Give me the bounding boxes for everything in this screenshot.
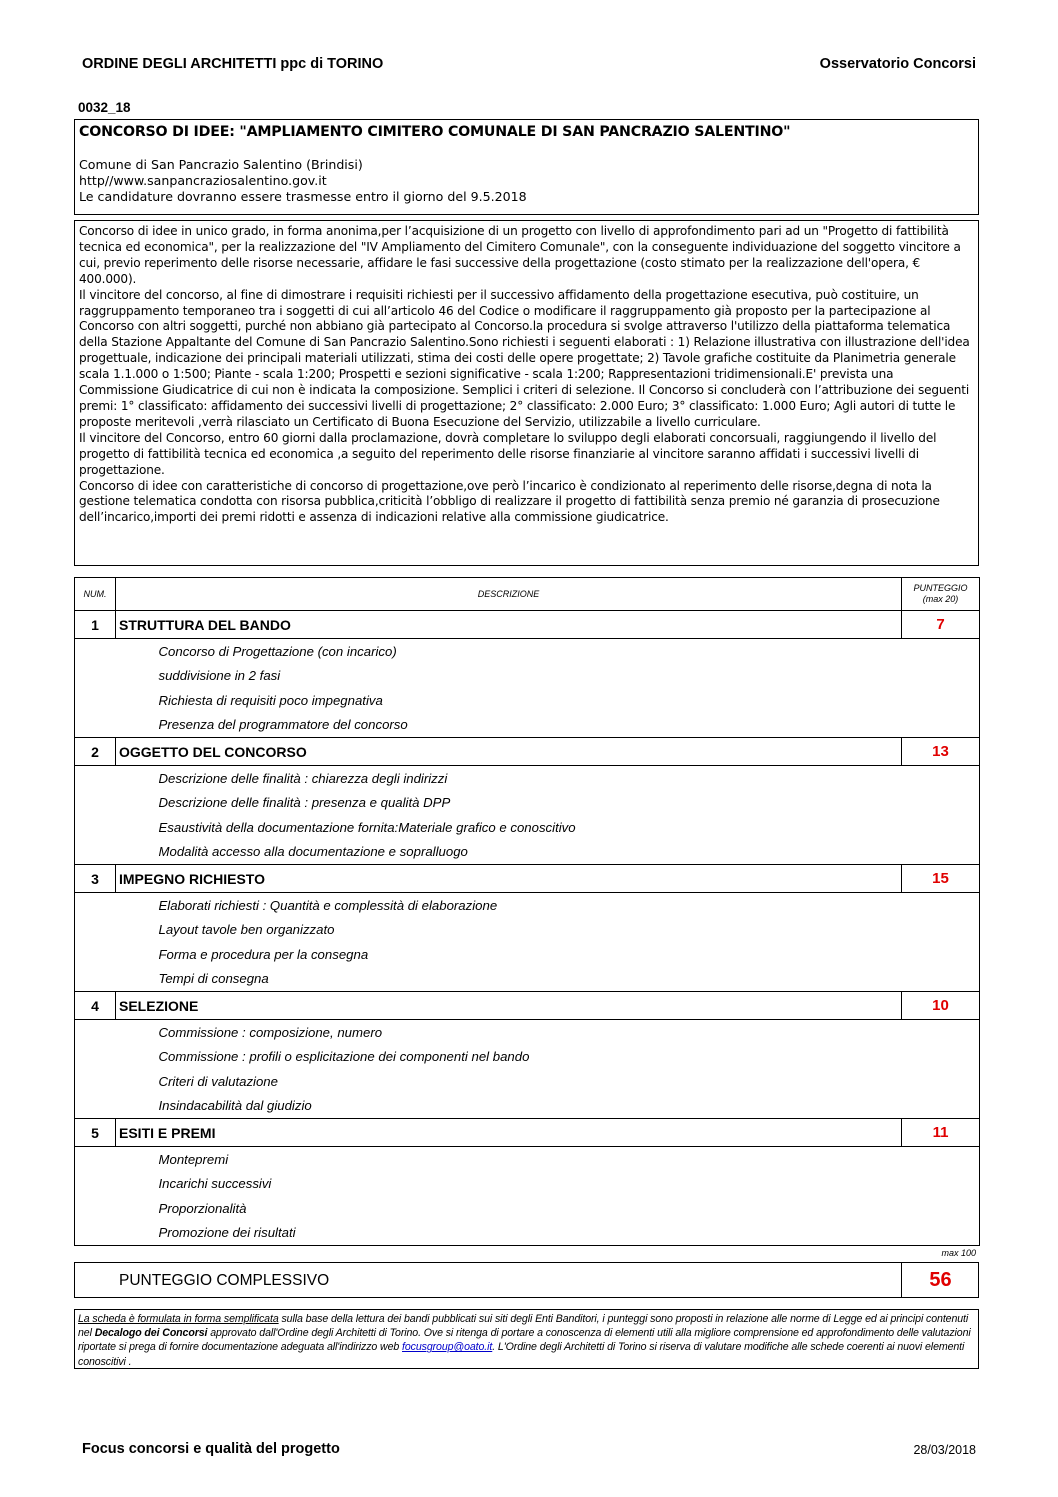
criterion-text: Montepremi	[116, 1147, 980, 1172]
criterion-text: Layout tavole ben organizzato	[116, 918, 980, 943]
criterion-row	[75, 893, 980, 918]
criterion-text: Presenza del programmatore del concorso	[116, 713, 980, 738]
criterion-row	[75, 1020, 980, 1045]
col-num-header: NUM.	[75, 578, 116, 611]
criterion-text: Richiesta di requisiti poco impegnativa	[116, 688, 980, 713]
criterion-row	[75, 1196, 980, 1221]
competition-title: CONCORSO DI IDEE: "AMPLIAMENTO CIMITERO COMUNALE DI SAN PANCRAZIO SALENTINO"	[79, 124, 791, 140]
section-row	[75, 865, 980, 893]
criterion-text: Descrizione delle finalità : chiarezza degli indirizzi	[116, 766, 980, 791]
description-paragraph: Concorso di idee con caratteristiche di concorso di progettazione,ove però l’incarico è condizionato al reperimento delle risorse,degna di nota la gestione telematica condotta con risorsa pubblica,criticità l’obbligo di realizzare il progetto di fattibilità senza premio né garanzia di prosecuzione dell’incarico,importi dei premi ridotti e assenza di indicazioni relative alla commissione giudicatrice.	[79, 478, 940, 525]
criterion-row	[75, 639, 980, 664]
section-number: 3	[75, 865, 116, 893]
criterion-row	[75, 713, 980, 738]
col-score-header: PUNTEGGIO (max 20)	[902, 578, 980, 611]
criterion-row	[75, 840, 980, 865]
table-header-row	[75, 578, 980, 611]
criterion-row	[75, 815, 980, 840]
competition-code: 0032_18	[78, 100, 131, 115]
section-row	[75, 992, 980, 1020]
criterion-text: Concorso di Progettazione (con incarico)	[116, 639, 980, 664]
criterion-text: Esaustività della documentazione fornita:Materiale grafico e conoscitivo	[116, 815, 980, 840]
section-score: 10	[902, 992, 980, 1020]
section-row	[75, 611, 980, 639]
criterion-row	[75, 1045, 980, 1070]
evaluation-table	[74, 577, 980, 1246]
description-paragraph: Il vincitore del Concorso, entro 60 giorni dalla proclamazione, dovrà completare lo sviluppo degli elaborati concorsuali, raggiungendo il livello del progetto di fattibilità tecnica ed economica ,a seguito del reperimento delle risorse finanziarie al vincitore saranno affidati i successivi livelli di progettazione.	[79, 430, 937, 477]
total-score-label: PUNTEGGIO COMPLESSIVO	[119, 1272, 330, 1289]
observatory-label: Osservatorio Concorsi	[819, 56, 976, 72]
section-number: 2	[75, 738, 116, 766]
criterion-row	[75, 1094, 980, 1119]
organization-name: ORDINE DEGLI ARCHITETTI ppc di TORINO	[82, 56, 384, 72]
criterion-row	[75, 791, 980, 816]
section-title: OGGETTO DEL CONCORSO	[116, 738, 902, 766]
criterion-row	[75, 1172, 980, 1197]
section-title: STRUTTURA DEL BANDO	[116, 611, 902, 639]
criterion-row	[75, 1221, 980, 1246]
criterion-row	[75, 918, 980, 943]
section-score: 7	[902, 611, 980, 639]
col-desc-header: DESCRIZIONE	[116, 578, 902, 611]
section-number: 5	[75, 1119, 116, 1147]
section-title: IMPEGNO RICHIESTO	[116, 865, 902, 893]
criterion-text: Proporzionalità	[116, 1196, 980, 1221]
section-score: 11	[902, 1119, 980, 1147]
section-title: ESITI E PREMI	[116, 1119, 902, 1147]
disclaimer-text: La scheda è formulata in forma semplificata sulla base della lettura dei bandi pubblicati sui siti degli Enti Banditori, i punteggi sono proposti in relazione alle norme di Legge ed ai principi contenuti nel Decalogo dei Concorsi approvato dall'Ordine degli Architetti di Torino. Ove si ritenga di portare a conoscenza di elementi utili alla migliore comprensione ed approfondimento delle valutazioni riportate si prega di fornire documentazione adeguata all'indirizzo web focusgroup@oato.it. L'Ordine degli Architetti di Torino si riserva di valutare modifiche alle schede coerenti ai nuovi elementi conoscitivi .	[78, 1313, 971, 1368]
competition-header-box	[74, 119, 979, 215]
criterion-row	[75, 766, 980, 791]
criterion-row	[75, 688, 980, 713]
criterion-text: Commissione : composizione, numero	[116, 1020, 980, 1045]
section-title: SELEZIONE	[116, 992, 902, 1020]
footer-date: 28/03/2018	[913, 1443, 976, 1457]
description-box	[74, 220, 979, 566]
section-number: 1	[75, 611, 116, 639]
criterion-text: Modalità accesso alla documentazione e sopralluogo	[116, 840, 980, 865]
criterion-text: Insindacabilità dal giudizio	[116, 1094, 980, 1119]
criterion-row	[75, 1147, 980, 1172]
criterion-row	[75, 967, 980, 992]
description-paragraph: Il vincitore del concorso, al fine di dimostrare i requisiti richiesti per il successivo affidamento della progettazione esecutiva, può costituire, un raggruppamento temporaneo tra i soggetti di cui all’articolo 46 del Codice o modificare il raggruppamento già proposto per la partecipazione al Concorso con altri soggetti, purché non abbiano già partecipato al Concorso.la procedura si svolge attraverso l'utilizzo della piattaforma telematica della Stazione Appaltante del Comune di San Pancrazio Salentino.Sono richiesti i seguenti elaborati : 1) Relazione illustrativa con illustrazione dell'idea progettuale, indicazione dei principali materiali utilizzati, stima dei costi delle opere progettate; 2) Tavole grafiche costituite da Planimetria generale scala 1.1.000 o 1:500; Piante - scala 1:200; Prospetti e sezioni significative - scala 1:200; Rappresentazioni tridimensionali.E' prevista una Commissione Giudicatrice di cui non è indicata la composizione. Semplici i criteri di selezione. Il Concorso si concluderà con l’attribuzione dei seguenti premi: 1° classificato: affidamento dei successivi livelli di progettazione; 2° classificato: 2.000 Euro; 3° classificato: 1.000 Euro; Agli autori di tutte le proposte meritevoli ,verrà rilasciato un Certificato di Buona Esecuzione del Servizio, utilizzabile a livello curriculare.	[79, 287, 970, 429]
criterion-text: suddivisione in 2 fasi	[116, 664, 980, 689]
section-row	[75, 738, 980, 766]
criterion-text: Criteri di valutazione	[116, 1069, 980, 1094]
criterion-row	[75, 664, 980, 689]
section-number: 4	[75, 992, 116, 1020]
deadline: Le candidature dovranno essere trasmesse entro il giorno del 9.5.2018	[79, 189, 527, 204]
criterion-row	[75, 1069, 980, 1094]
municipality: Comune di San Pancrazio Salentino (Brindisi)	[79, 157, 363, 172]
criterion-text: Elaborati richiesti : Quantità e complessità di elaborazione	[116, 893, 980, 918]
website-url[interactable]: http//www.sanpancraziosalentino.gov.it	[79, 173, 327, 188]
section-row	[75, 1119, 980, 1147]
criterion-text: Forma e procedura per la consegna	[116, 942, 980, 967]
criterion-text: Commissione : profili o esplicitazione dei componenti nel bando	[116, 1045, 980, 1070]
feedback-email-link[interactable]: focusgroup@oato.it	[402, 1341, 493, 1354]
criterion-text: Tempi di consegna	[116, 967, 980, 992]
footer-title: Focus concorsi e qualità del progetto	[82, 1441, 340, 1457]
criterion-text: Descrizione delle finalità : presenza e qualità DPP	[116, 791, 980, 816]
section-score: 15	[902, 865, 980, 893]
criterion-text: Promozione dei risultati	[116, 1221, 980, 1246]
total-score-box	[74, 1262, 979, 1298]
section-score: 13	[902, 738, 980, 766]
disclaimer-box	[74, 1309, 979, 1369]
max-score-note: max 100	[941, 1248, 976, 1258]
total-score-value: 56	[901, 1262, 979, 1298]
description-paragraph: Concorso di idee in unico grado, in forma anonima,per l’acquisizione di un progetto con livello di approfondimento pari ad un "Progetto di fattibilità tecnica ed economica", per la realizzazione del "IV Ampliamento del Cimitero Comunale", con la conseguente individuazione del soggetto vincitore a cui, previo reperimento delle risorse necessarie, affidare le fasi successive della progettazione (costo stimato per la realizzazione dell'opera, € 400.000).	[79, 224, 961, 286]
criterion-text: Incarichi successivi	[116, 1172, 980, 1197]
criterion-row	[75, 942, 980, 967]
